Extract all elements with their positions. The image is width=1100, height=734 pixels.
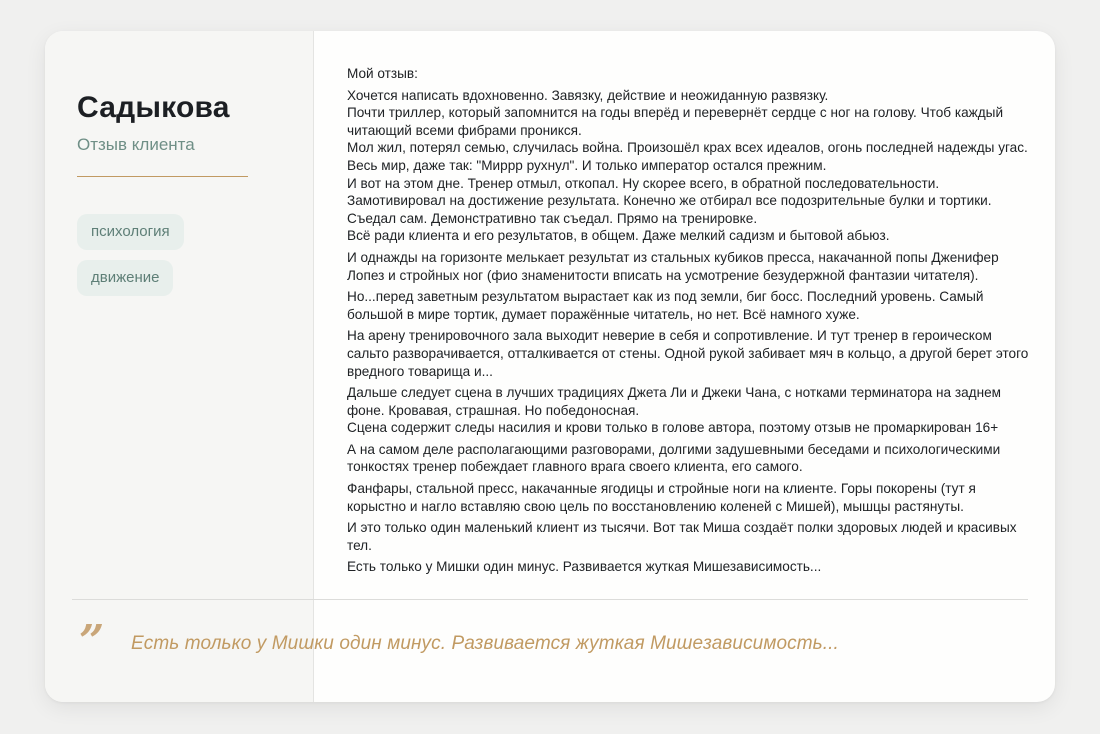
sidebar-divider — [77, 176, 248, 177]
tag-movement[interactable]: движение — [77, 260, 173, 296]
review-paragraph: Но...перед заветным результатом вырастает как из под земли, биг босс. Последний уровень. Самый большой в мире тортик, думает поражённые читатель, но нет. Всё намного хуже. — [347, 289, 984, 322]
review-paragraph: Есть только у Мишки один минус. Развивается жуткая Мишезависимость... — [347, 559, 822, 575]
review-paragraph: Дальше следует сцена в лучших традициях Джета Ли и Джеки Чана, с нотками терминатора на заднем фоне. Кровавая, страшная. Но победоносная. Сцена содержит следы насилия и крови только в голове автора, поэтому отзыв не промаркирован 16+ — [347, 385, 1002, 436]
tag-psychology[interactable]: психология — [77, 214, 184, 250]
review-paragraph: И это только один маленький клиент из тысячи. Вот так Миша создаёт полки здоровых людей и красивых тел. — [347, 520, 1017, 553]
pull-quote: Есть только у Мишки один минус. Развивается жуткая Мишезависимость... — [131, 633, 839, 654]
review-paragraph: Хочется написать вдохновенно. Завязку, действие и неожиданную развязку. Почти триллер, который запомнится на годы вперёд и перевернёт сердце с ног на голову. Чтоб каждый читающий всеми фибрами проникся. Мол жил, потерял семью, случилась война. Произошёл крах всех идеалов, огонь последней надежды угас. Весь мир, даже так: "Миррр рухнул". И только император остался прежним. И вот на этом дне. Тренер отмыл, откопал. Ну скорее всего, в обратной последовательности. Замотивировал на достижение результата. Конечно же отбирал все подозрительные булки и тортики. Съедал сам. Демонстративно так съедал. Прямо на тренировке. Всё ради клиента и его результатов, в общем. Даже мелкий садизм и бытовой абьюз. — [347, 87, 1028, 244]
review-body — [347, 65, 1037, 580]
review-card — [45, 31, 1055, 702]
review-paragraph: На арену тренировочного зала выходит неверие в себя и сопротивление. И тут тренер в героическом сальто разворачивается, отталкивается от стены. Одной рукой забивает мяч в кольцо, а другой берет этого вредного товарища и... — [347, 328, 1029, 379]
quote-divider — [72, 599, 1028, 600]
client-name: Садыкова — [77, 91, 230, 124]
client-subtitle: Отзыв клиента — [77, 135, 195, 154]
review-paragraph: Фанфары, стальной пресс, накачанные ягодицы и стройные ноги на клиенте. Горы покорены (тут я корыстно и нагло вставляю свою цель по восстановлению коленей с Мишей), мышцы растянуты. — [347, 481, 976, 514]
review-paragraph: И однажды на горизонте мелькает результат из стальных кубиков пресса, накачанной попы Дженифер Лопез и стройных ног (фио знаменитости вписать на усмотрение безудержной фантазии читателя). — [347, 249, 999, 283]
quote-mark-icon: ” — [79, 616, 105, 667]
review-paragraph: А на самом деле располагающими разговорами, долгими задушевными беседами и психологическими тонкостях тренер побеждает главного врага своего клиента, его самого. — [347, 441, 1001, 475]
review-heading: Мой отзыв: — [347, 66, 418, 81]
client-sidebar — [45, 31, 314, 702]
